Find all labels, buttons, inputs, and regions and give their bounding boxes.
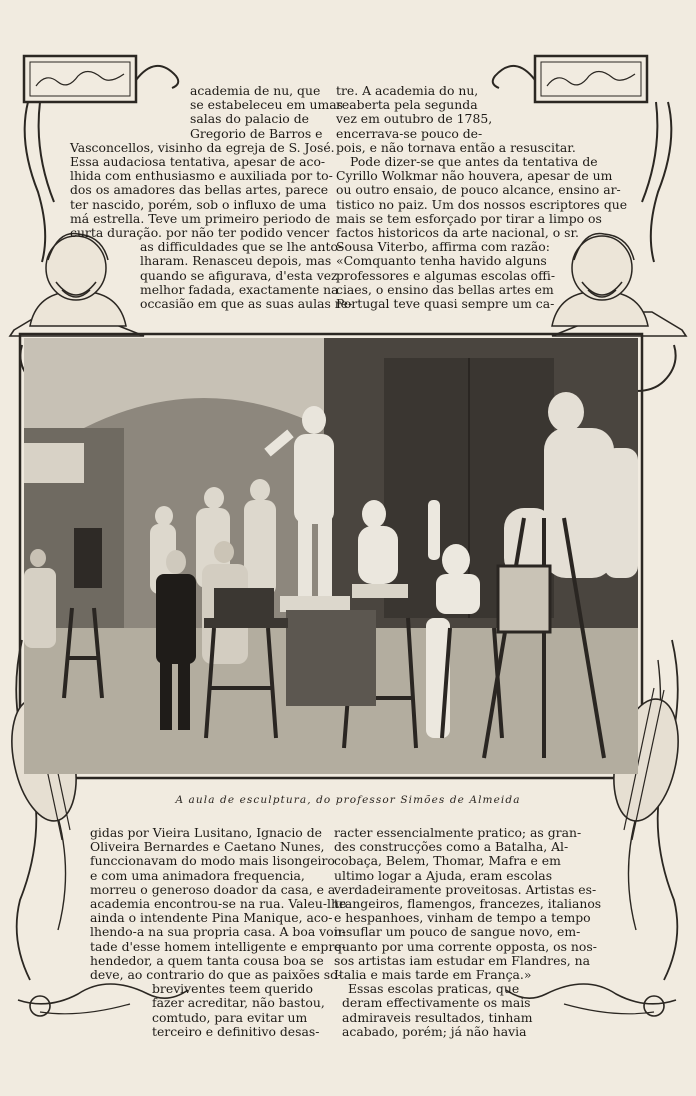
text-line: encerrava-se pouco de-: [336, 125, 483, 141]
text-line: Gregorio de Barros e: [190, 125, 323, 141]
text-line: quando se afigurava, d'esta vez: [140, 267, 338, 283]
text-line: deram effectivamente os mais: [342, 995, 531, 1011]
text-line: lhida com enthusiasmo e auxiliada por to-: [70, 168, 333, 184]
text-line: vez em outubro de 1785,: [336, 111, 493, 127]
text-line: tre. A academia do nu,: [336, 83, 479, 98]
text-line: hendedor, a quem tanta cousa boa se: [90, 952, 324, 968]
text-line: ultimo logar a Ajuda, eram escolas: [334, 867, 553, 883]
text-line: ainda o intendente Pina Manique, aco-: [90, 910, 333, 926]
text-line: occasião em que as suas aulas re-: [140, 296, 353, 312]
text-line: professores e algumas escolas offi-: [336, 267, 556, 283]
text-line: insuflar um pouco de sangue novo, em-: [334, 924, 581, 940]
text-line: sos artistas iam estudar em Flandres, na: [334, 952, 590, 968]
text-line: se estabeleceu em umas: [190, 97, 343, 113]
text-line: deve, ao contrario do que as paixões so-: [90, 967, 342, 983]
text-line: Essas escolas praticas, que: [348, 981, 520, 997]
text-line: Vasconcellos, visinho da egreja de S. José.: [70, 139, 335, 155]
text-line: quanto por uma corrente opposta, os nos-: [334, 938, 597, 954]
top-right-column: [336, 83, 628, 312]
text-line: e hespanhoes, vinham de tempo a tempo: [334, 910, 591, 926]
text-line: academia de nu, que: [190, 83, 321, 98]
top-left-column: [70, 83, 353, 312]
text-line: mais se tem esforçado por tirar a limpo os: [336, 210, 602, 226]
text-line: ou outro ensaio, de pouco alcance, ensino ar-: [336, 182, 621, 198]
text-line: reaberta pela segunda: [336, 97, 478, 113]
text-line: racter essencialmente pratico; as gran-: [334, 825, 582, 840]
text-line: fazer acreditar, não bastou,: [152, 995, 325, 1011]
text-line: admiraveis resultados, tinham: [342, 1009, 533, 1025]
text-line: Pode dizer-se que antes da tentativa de: [350, 154, 598, 170]
text-line: cobaça, Belem, Thomar, Mafra e em: [334, 853, 561, 869]
text-line: as difficuldades que se lhe anto-: [140, 239, 343, 255]
text-line: Essa audaciosa tentativa, apesar de aco-: [70, 154, 326, 170]
text-line: curta duração. por não ter podido vencer: [70, 225, 330, 241]
text-line: morreu o generoso doador da casa, e a: [90, 881, 336, 897]
text-line: Oliveira Bernardes e Caetano Nunes,: [90, 839, 325, 855]
text-line: academia encontrou-se na rua. Valeu-lhe: [90, 896, 347, 912]
text-line: lhendo-a na sua propria casa. A boa von-: [90, 924, 346, 940]
bottom-left-column: [66, 825, 347, 1039]
text-line: pois, e não tornava então a resuscitar.: [336, 139, 576, 155]
text-line: factos historicos da arte nacional, o sr.: [336, 225, 579, 241]
text-line: tade d'esse homem intelligente e empre-: [90, 938, 346, 954]
bottom-right-column: [334, 826, 606, 1039]
text-line: má estrella. Teve um primeiro periodo de: [70, 210, 331, 226]
text-line: lharam. Renasceu depois, mas: [140, 253, 332, 269]
text-line: «Comquanto tenha havido alguns: [336, 253, 547, 269]
text-line: dos os amadores das bellas artes, parece: [70, 182, 329, 198]
text-line: gidas por Vieira Lusitano, Ignacio de: [90, 825, 322, 840]
photo-illustration: [24, 338, 638, 774]
sculpture-class-photo: [24, 338, 638, 774]
text-line: funccionavam do modo mais lisongeiro: [90, 853, 335, 869]
text-line: tistico no paiz. Um dos nossos escriptores que: [336, 196, 628, 212]
text-line: acabado, porém; já não havia: [342, 1023, 527, 1039]
text-line: Cyrillo Wolkmar não houvera, apesar de um: [336, 168, 613, 184]
text-line: ciaes, o ensino das bellas artes em: [336, 281, 554, 297]
text-line: trangeiros, flamengos, francezes, italianos: [334, 896, 602, 912]
text-line: ter nascido, porém, sob o influxo de uma: [70, 196, 327, 212]
text-line: e com uma animadora frequencia,: [90, 867, 305, 883]
text-line: Italia e mais tarde em França.»: [334, 967, 532, 983]
text-line: comtudo, para evitar um: [152, 1009, 308, 1025]
text-line: melhor fadada, exactamente na: [140, 281, 339, 297]
text-line: salas do palacio de: [190, 111, 309, 127]
text-line: des construcções como a Batalha, Al-: [334, 839, 569, 855]
text-line: Portugal teve quasi sempre um ca-: [336, 296, 555, 312]
text-line: verdadeiramente proveitosas. Artistas es-: [334, 881, 597, 897]
text-line: breviventes teem querido: [152, 981, 313, 997]
photo-caption: A aula de esculptura, do professor Simões de Almeida: [175, 794, 521, 806]
text-line: terceiro e definitivo desas-: [152, 1023, 320, 1039]
text-line: Sousa Viterbo, affirma com razão:: [336, 239, 550, 255]
